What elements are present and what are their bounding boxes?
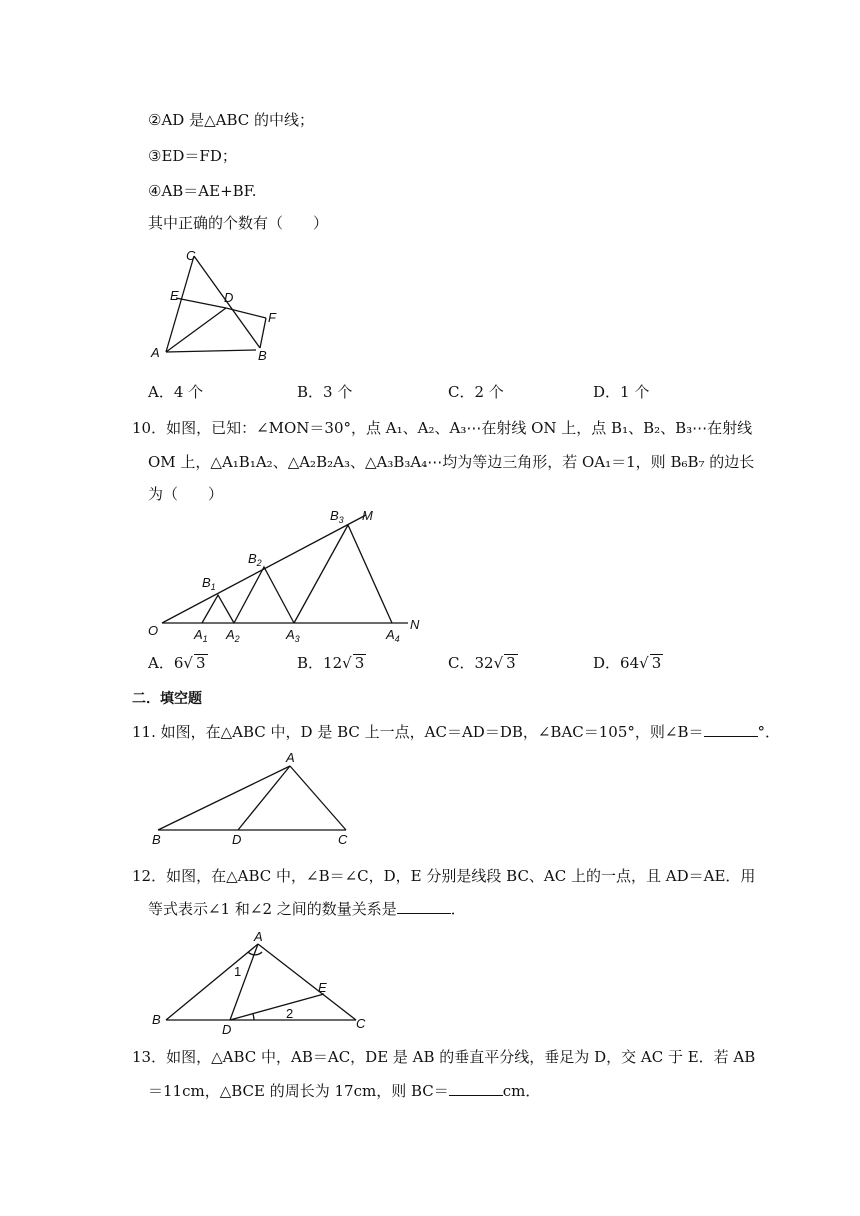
q9-statement-2: ②AD 是△ABC 的中线； <box>148 111 314 129</box>
q11-label-a: A <box>286 750 295 765</box>
q9-label-f: F <box>268 310 276 325</box>
q9-label-e: E <box>170 288 179 303</box>
q13-line-1: 13．如图，△ABC 中，AB＝AC，DE 是 AB 的垂直平分线，垂足为 D，交 AC 于 E．若 AB <box>132 1048 756 1066</box>
q10-label-m: M <box>362 508 373 523</box>
q10-figure <box>146 505 436 645</box>
q12-label-d: D <box>222 1022 232 1037</box>
q10-label-a1: $A_1$ <box>194 627 208 644</box>
q9-label-d: D <box>224 290 234 305</box>
q10-label-n: N <box>410 617 420 632</box>
q11-text: 11. 如图，在△ABC 中，D 是 BC 上一点，AC＝AD＝DB，∠BAC＝105°，则∠B＝ °． <box>132 723 781 741</box>
q12-angle-1: 1 <box>234 964 242 979</box>
q9-statement-4: ④AB＝AE+BF. <box>148 182 257 200</box>
q10-option-b: B．12√ 3 <box>297 654 365 672</box>
q11-label-c: C <box>338 832 348 847</box>
q12-line-2: 等式表示∠1 和∠2 之间的数量关系是 ． <box>148 900 466 918</box>
q11-answer-blank <box>704 722 758 737</box>
q10-option-a: A．6√ 3 <box>148 654 206 672</box>
q12-label-b: B <box>152 1012 161 1027</box>
section-heading-fill-in: 二．填空题 <box>132 691 202 707</box>
q12-figure <box>150 929 380 1037</box>
q10-option-d: D．64√ 3 <box>593 654 662 672</box>
q12-angle-2: 2 <box>286 1006 294 1021</box>
q13-line-2: ＝11cm，△BCE 的周长为 17cm，则 BC＝ cm． <box>148 1082 541 1100</box>
q11-figure <box>150 752 360 847</box>
q10-label-b2: $B_2$ <box>248 551 262 568</box>
q12-answer-blank <box>397 899 451 914</box>
q10-line-1: 10．如图，已知：∠MON＝30°，点 A₁、A₂、A₃⋯在射线 ON 上，点 B₁、B₂、B₃⋯在射线 <box>132 419 753 437</box>
q9-option-a: A．4 个 <box>148 383 204 401</box>
q9-option-b: B．3 个 <box>297 383 353 401</box>
q10-line-2: OM 上，△A₁B₁A₂、△A₂B₂A₃、△A₃B₃A₄⋯均为等边三角形，若 OA₁＝1，则 B₆B₇ 的边长 <box>148 453 755 471</box>
q12-label-e: E <box>318 980 327 995</box>
q10-label-a4: $A_4$ <box>386 627 400 644</box>
q10-option-c: C．32√ 3 <box>448 654 516 672</box>
q9-option-d: D．1 个 <box>593 383 650 401</box>
q10-label-a3: $A_3$ <box>286 627 300 644</box>
q10-label-o: O <box>148 623 159 638</box>
q12-label-a: A <box>254 929 263 944</box>
q12-label-c: C <box>356 1016 366 1031</box>
q11-label-d: D <box>232 832 242 847</box>
q12-line-1: 12．如图，在△ABC 中，∠B＝∠C，D，E 分别是线段 BC、AC 上的一点，且 AD＝AE．用 <box>132 867 756 885</box>
q9-label-b: B <box>258 348 267 363</box>
q9-question: 其中正确的个数有（ ） <box>148 214 329 232</box>
q11-label-b: B <box>152 832 161 847</box>
q13-answer-blank <box>449 1081 503 1096</box>
q10-label-a2: $A_2$ <box>226 627 240 644</box>
q9-label-c: C <box>186 248 196 263</box>
q10-label-b3: $B_3$ <box>330 508 344 525</box>
q10-label-b1: $B_1$ <box>202 575 216 592</box>
q9-label-a: A <box>151 345 160 360</box>
q9-statement-3: ③ED＝FD； <box>148 147 237 165</box>
q10-line-3: 为（ ） <box>148 485 224 503</box>
q9-option-c: C．2 个 <box>448 383 504 401</box>
q9-figure <box>148 248 288 368</box>
